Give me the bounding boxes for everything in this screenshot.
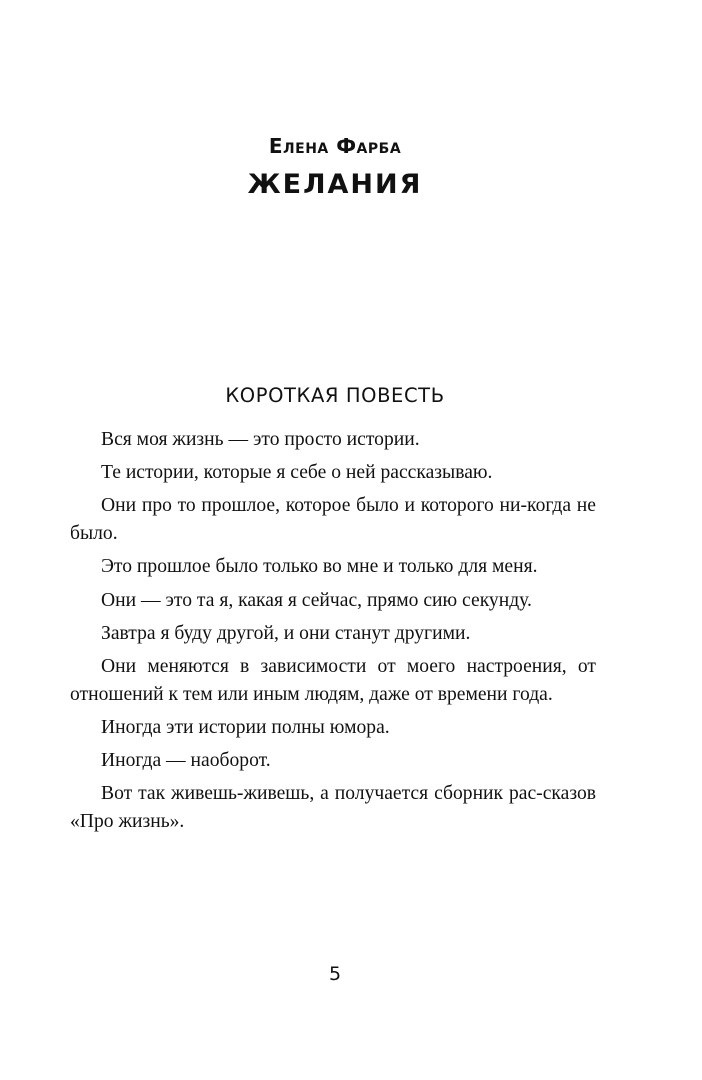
- paragraph: Иногда эти истории полны юмора.: [101, 716, 390, 738]
- paragraph: Они — это та я, какая я сейчас, прямо сию секунду.: [101, 589, 532, 611]
- page-number: 5: [328, 963, 342, 985]
- paragraph: Вот так живешь-живешь, а получается сборник рас-сказов «Про жизнь».: [70, 783, 596, 832]
- author-name: Елена Фарба: [268, 134, 402, 158]
- paragraph: Вся моя жизнь — это просто истории.: [101, 429, 420, 450]
- book-title: ЖЕЛАНИЯ: [247, 169, 423, 200]
- paragraph: Они меняются в зависимости от моего настроения, от отношений к тем или иным людям, даже от времени года.: [70, 655, 596, 705]
- paragraph: Они про то прошлое, которое было и которого ни-когда не было.: [70, 495, 596, 545]
- paragraph: Завтра я буду другой, и они станут другими.: [101, 622, 471, 644]
- paragraph: Те истории, которые я себе о ней рассказываю.: [101, 462, 493, 484]
- body-text: [70, 426, 596, 841]
- paragraph: Иногда — наоборот.: [101, 750, 271, 772]
- paragraph: Это прошлое было только во мне и только для меня.: [101, 556, 538, 578]
- section-subtitle: КОРОТКАЯ ПОВЕСТЬ: [225, 384, 445, 407]
